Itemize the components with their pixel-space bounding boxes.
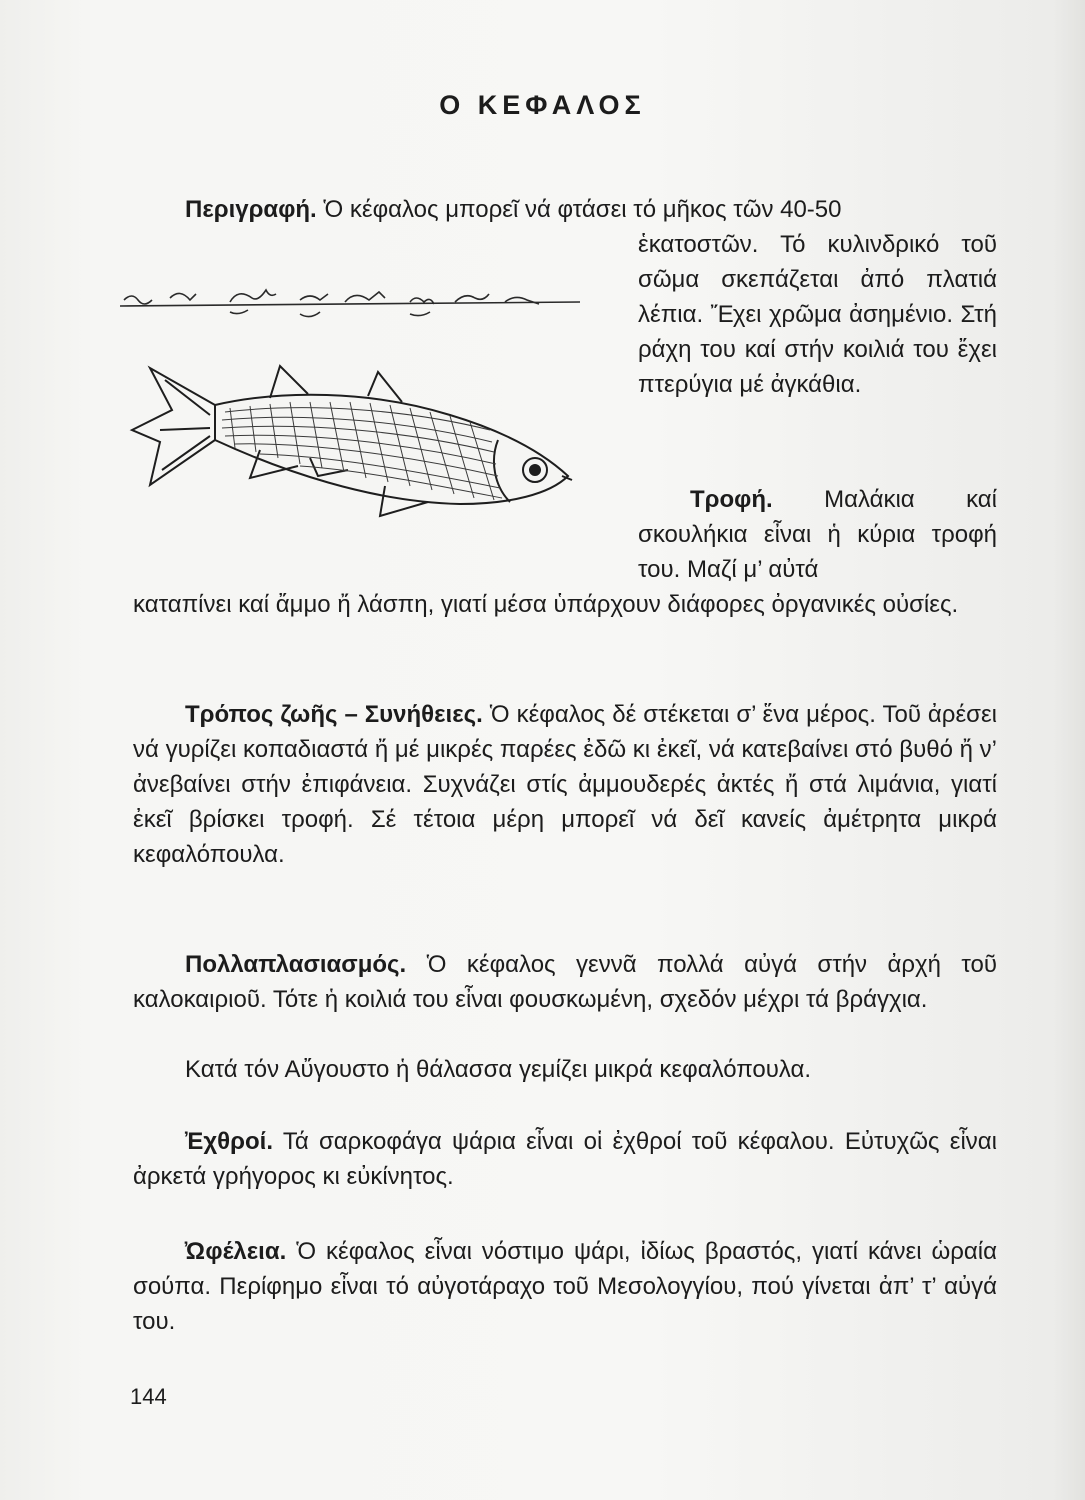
food-label: Τροφή. [690, 486, 773, 513]
enemies-text: Τά σαρκοφάγα ψάρια εἶναι οἱ ἐχθροί τοῦ κέφαλου. Εὐτυχῶς εἶναι ἀρκετά γρήγορος κι εὐκίνητος. [133, 1128, 998, 1190]
reproduction-paragraph-2 [133, 1052, 997, 1087]
page-title: Ο ΚΕΦΑΛΟΣ [439, 90, 646, 120]
lifestyle-text: Ὁ κέφαλος δέ στέκεται σ’ ἕνα μέρος. Τοῦ ἀρέσει νά γυρίζει κοπαδιαστά ἤ μέ μικρές παρέες ἐδῶ κι ἐκεῖ, νά κατεβαίνει στό βυθό ἤ ν’ ἀνεβαίνει στήν ἐπιφάνεια. Συχνάζει στίς ἀμμουδερές ἀκτές ἤ στά λιμάνια, γιατί ἐκεῖ βρίσκει τροφή. Σέ τέτοια μέρη μπορεῖ νά δεῖ κανείς ἀμέτρητα μικρά κεφαλόπουλα. [133, 701, 997, 868]
benefit-paragraph [133, 1234, 997, 1339]
reproduction-paragraph [133, 947, 997, 1017]
enemies-paragraph [133, 1124, 997, 1194]
lifestyle-label: Τρόπος ζωῆς – Συνήθειες. [185, 701, 483, 728]
page-number: 144 [130, 1384, 167, 1409]
mullet-fish-illustration [110, 280, 600, 540]
benefit-label: Ὠφέλεια. [185, 1238, 287, 1265]
reproduction-text: Ὁ κέφαλος γεννᾶ πολλά αὐγά στήν ἀρχή τοῦ καλοκαιριοῦ. Τότε ἡ κοιλιά του εἶναι φουσκωμένη, σχεδόν μέχρι τά βράγχια. [133, 951, 997, 1013]
lifestyle-paragraph [133, 697, 997, 872]
food-paragraph-full [133, 587, 997, 622]
food-paragraph-right [638, 482, 997, 587]
description-label: Περιγραφή. [185, 196, 317, 223]
benefit-text: Ὁ κέφαλος εἶναι νόστιμο ψάρι, ἰδίως βραστός, γιατί κάνει ὡραία σούπα. Περίφημο εἶναι τό αὐγοτάραχο τοῦ Μεσολογγίου, πού γίνεται ἀπ’ τ’ αὐγά του. [133, 1238, 998, 1335]
description-paragraph [638, 227, 997, 402]
enemies-label: Ἐχθροί. [185, 1128, 273, 1155]
food-text-2: καταπίνει καί ἄμμο ἤ λάσπη, γιατί μέσα ὑπάρχουν διάφορες ὀργανικές οὐσίες. [133, 591, 959, 618]
reproduction-text-2: Κατά τόν Αὔγουστο ἡ θάλασσα γεμίζει μικρά κεφαλόπουλα. [185, 1056, 812, 1083]
description-text-2: ἑκατοστῶν. Τό κυλινδρικό τοῦ σῶμα σκεπάζεται ἀπό πλατιά λέπια. Ἔχει χρῶμα ἀσημένιο. Στή ράχη του καί στήν κοιλιά του ἔχει πτερύγια μέ ἀγκάθια. [638, 231, 997, 398]
description-text-1: Ὁ κέφαλος μπορεῖ νά φτάσει τό μῆκος τῶν 40-50 [323, 196, 842, 223]
description-first-line [133, 192, 997, 227]
food-text-1: Μαλάκια καί σκουλήκια εἶναι ἡ κύρια τροφή του. Μαζί μ’ αὐτά [638, 486, 998, 583]
reproduction-label: Πολλαπλασιασμός. [185, 951, 407, 978]
